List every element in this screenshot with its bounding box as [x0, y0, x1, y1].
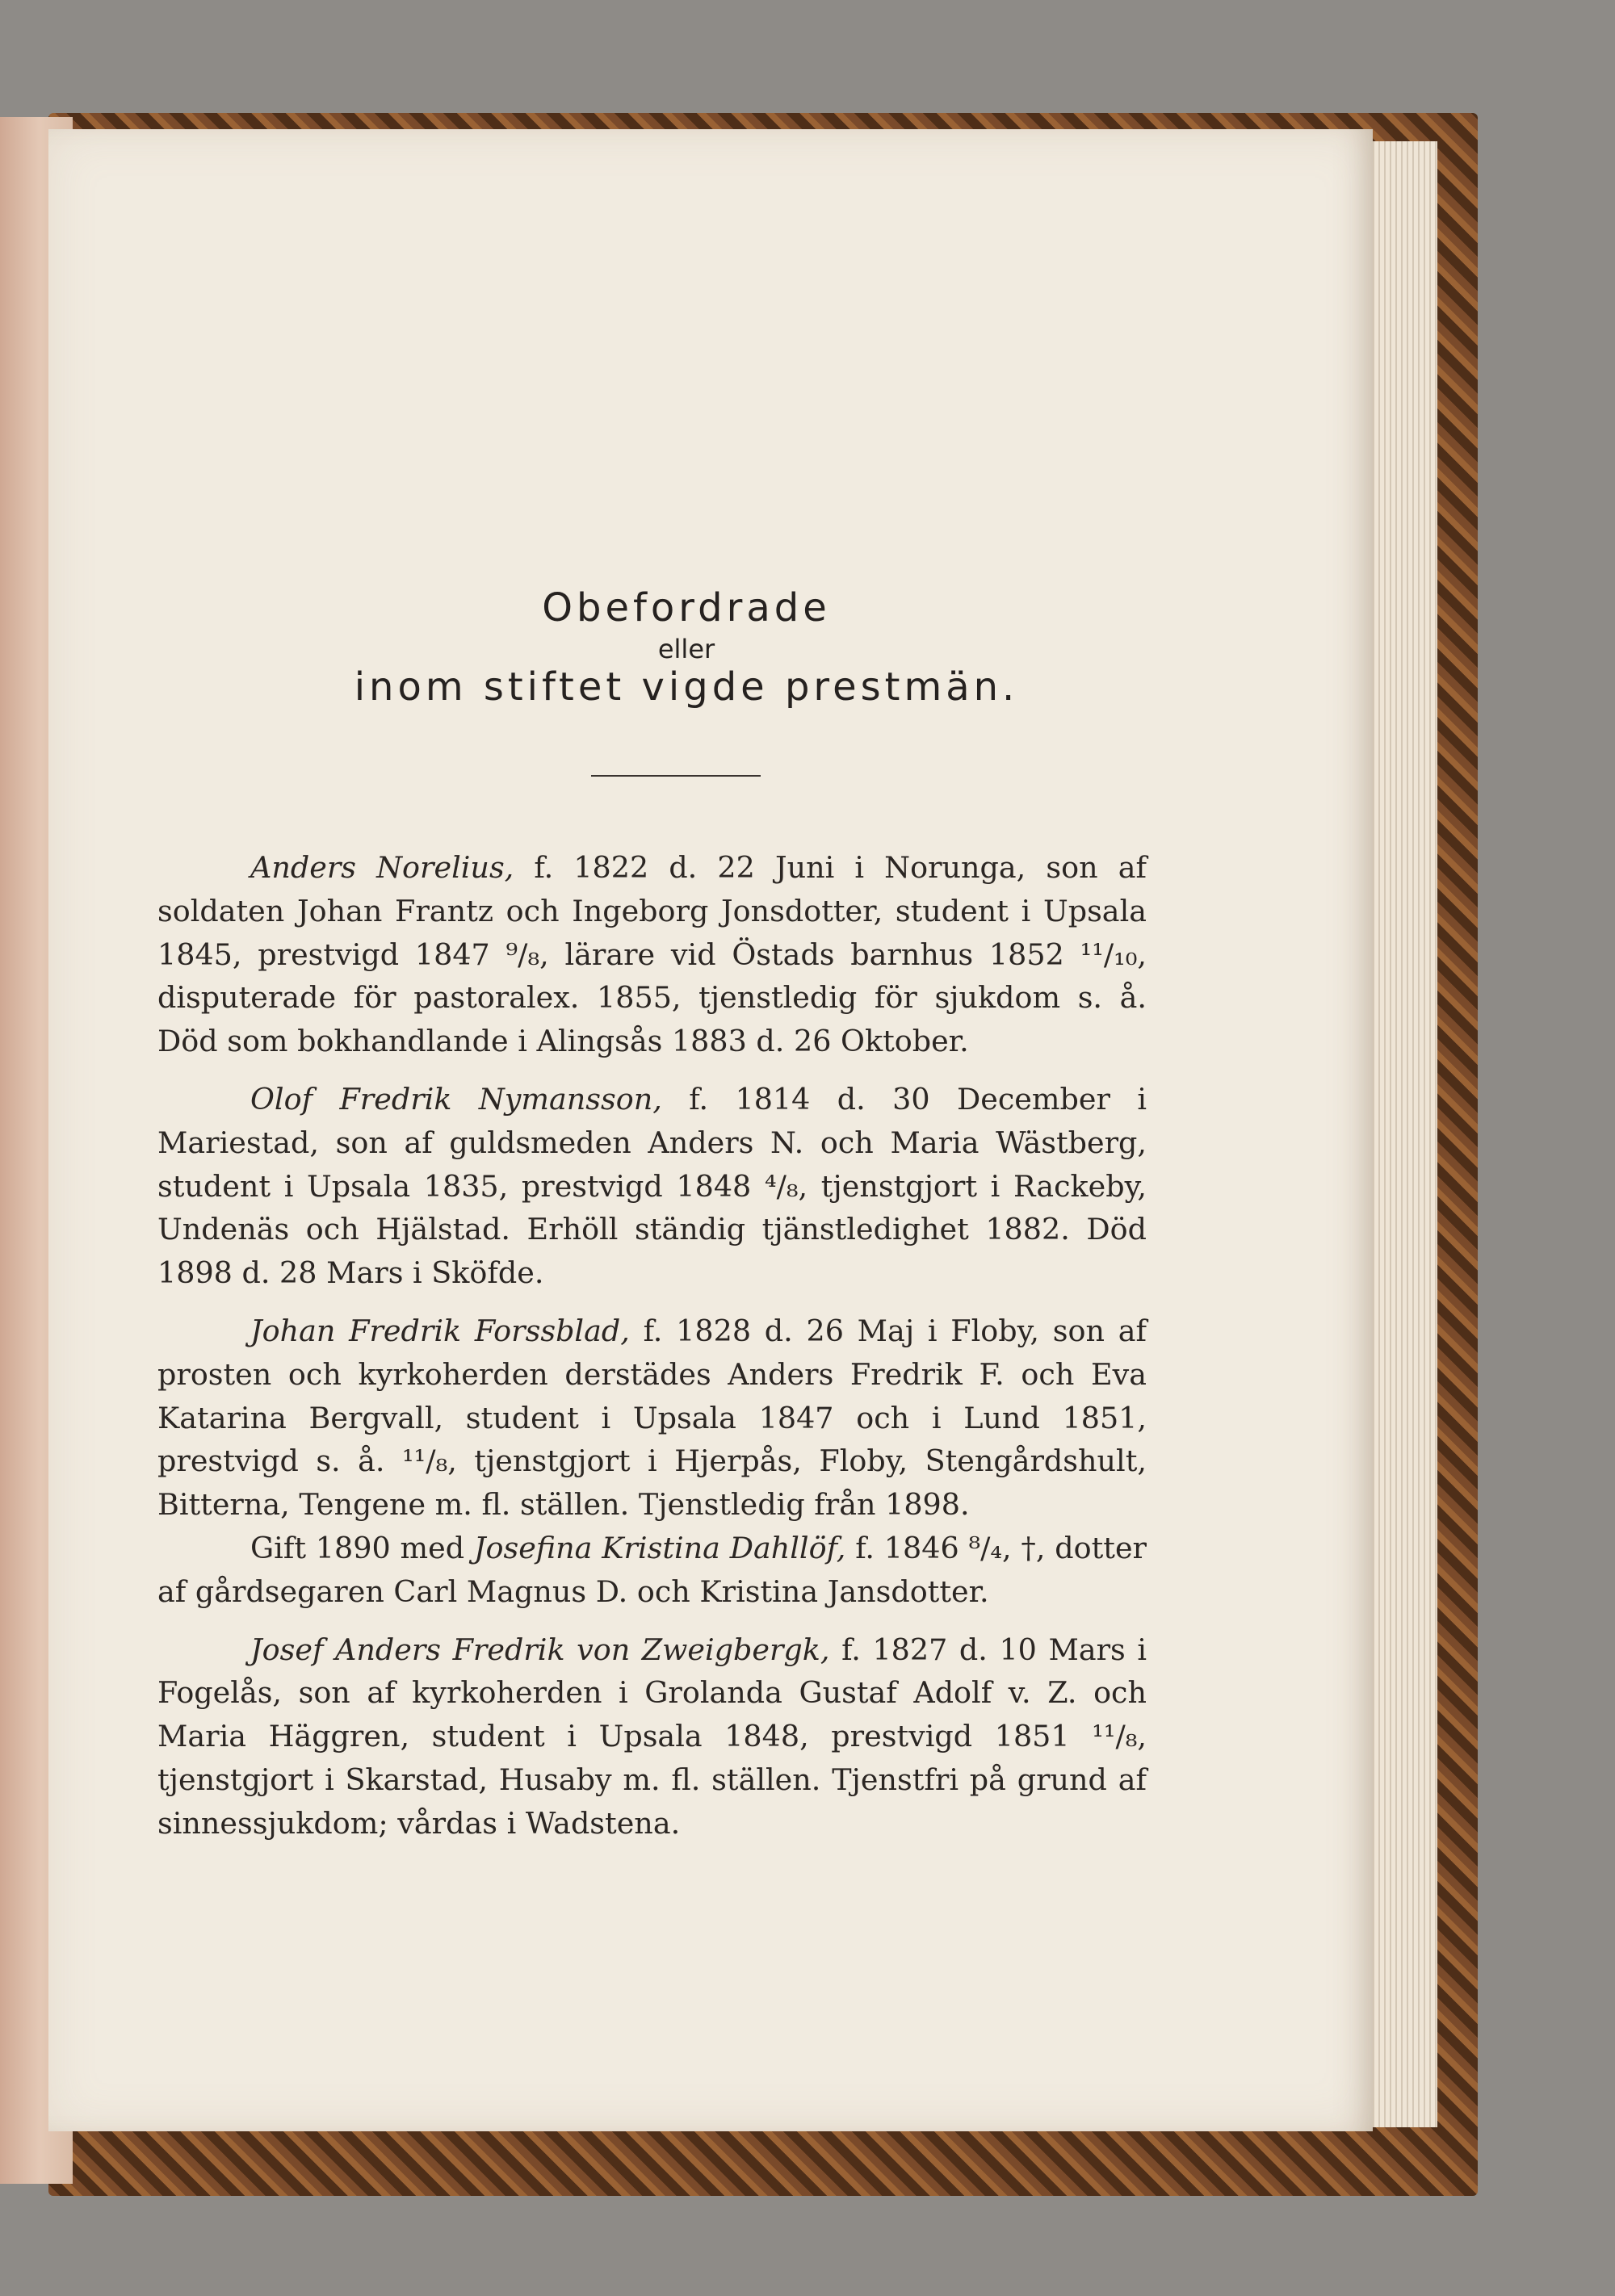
entry-name: Anders Norelius, — [250, 850, 514, 885]
entry-text: f. 1846 ⁸/₄, †, dotter af gårdsegaren Carl Magnus D. och Kristina Jansdotter. — [157, 1530, 1147, 1609]
entry-paragraph — [157, 1628, 1147, 1846]
entries-text — [157, 846, 1147, 1860]
entry-pre: Gift 1890 med — [250, 1530, 474, 1565]
entry-name: Johan Fredrik Forssblad, — [250, 1313, 630, 1348]
heading-line-2: eller — [657, 634, 715, 664]
entry-name: Olof Fredrik Nymansson, — [250, 1081, 662, 1117]
entry-name: Josef Anders Fredrik von Zweigbergk, — [250, 1632, 830, 1667]
book-page — [48, 129, 1373, 2131]
heading-line-3: inom stiftet vigde prestmän. — [354, 664, 1019, 710]
entry-name: Josefina Kristina Dahllöf, — [473, 1530, 846, 1565]
entry-paragraph — [157, 1527, 1147, 1614]
heading-line-1: Obefordrade — [542, 585, 831, 631]
section-heading — [48, 585, 1324, 710]
divider-rule — [591, 775, 761, 777]
entry-text: f. 1814 d. 30 December i Mariestad, son af guldsmeden Anders N. och Maria Wästberg, student i Upsala 1835, prestvigd 1848 ⁴/₈, tjenstgjort i Rackeby, Undenäs och Hjälstad. Erhöll ständig tjänstledighet 1882. Död 1898 d. 28 Mars i Sköfde. — [157, 1081, 1147, 1291]
entry-paragraph — [157, 1078, 1147, 1295]
entry-paragraph — [157, 1309, 1147, 1527]
entry-text: f. 1827 d. 10 Mars i Fogelås, son af kyrkoherden i Grolanda Gustaf Adolf v. Z. och Maria Häggren, student i Upsala 1848, prestvigd 1851 ¹¹/₈, tjenstgjort i Skarstad, Husaby m. fl. ställen. Tjenstfri på grund af sinnessjukdom; vårdas i Wadstena. — [157, 1632, 1147, 1841]
entry-text: f. 1822 d. 22 Juni i Norunga, son af soldaten Johan Frantz och Ingeborg Jonsdotter, student i Upsala 1845, prestvigd 1847 ⁹/₈, lärare vid Östads barnhus 1852 ¹¹/₁₀, disputerade för pastoralex. 1855, tjenstledig för sjukdom s. å. Död som bokhandlande i Alingsås 1883 d. 26 Oktober. — [157, 850, 1147, 1059]
entry-paragraph — [157, 846, 1147, 1063]
entry-text: f. 1828 d. 26 Maj i Floby, son af prosten och kyrkoherden derstädes Anders Fredrik F. och Eva Katarina Bergvall, student i Upsala 1847 och i Lund 1851, prestvigd s. å. ¹¹/₈, tjenstgjort i Hjerpås, Floby, Stengårdshult, Bitterna, Tengene m. fl. ställen. Tjenstledig från 1898. — [157, 1313, 1147, 1523]
